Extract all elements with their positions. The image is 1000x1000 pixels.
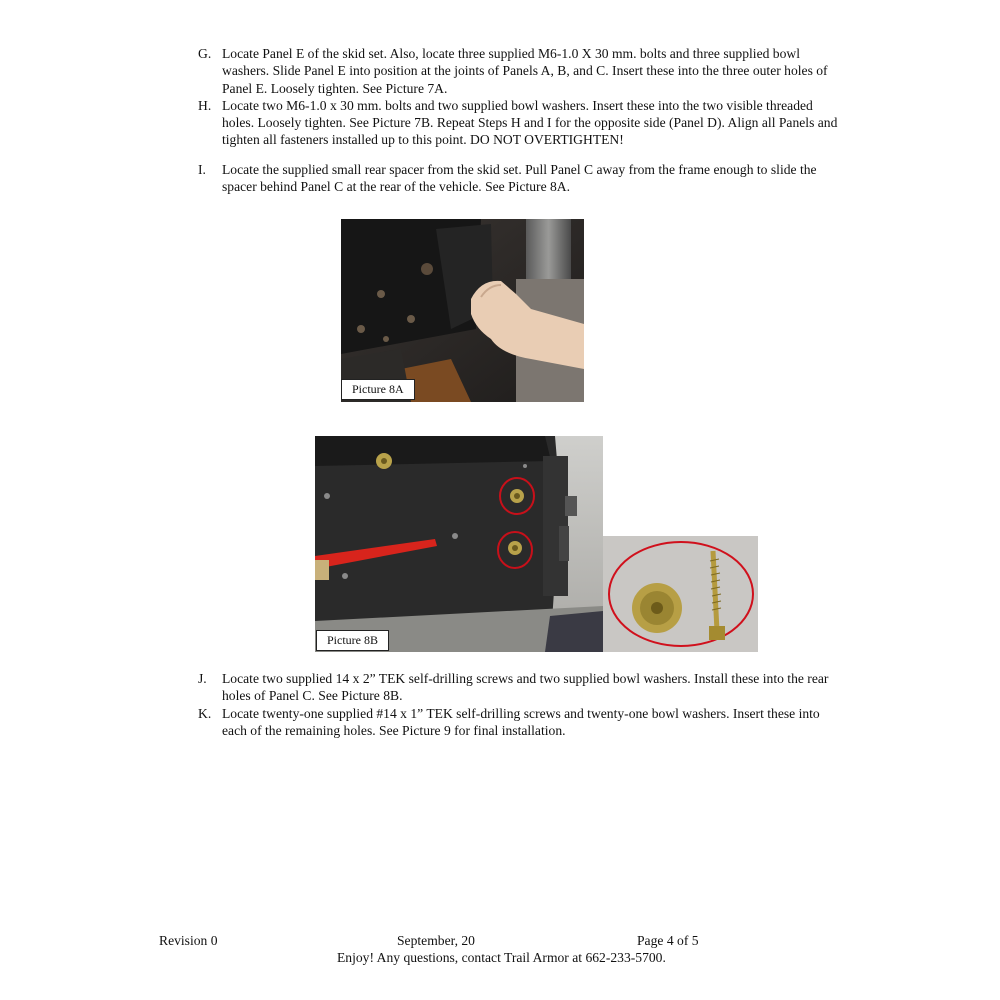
step-k bbox=[198, 705, 848, 740]
step-letter: I. bbox=[198, 161, 206, 177]
step-h bbox=[198, 97, 848, 149]
picture-8b-photo bbox=[315, 436, 603, 652]
step-text: Locate the supplied small rear spacer from the skid set. Pull Panel C away from the frame enough to slide the spacer behind Panel C at the rear of the vehicle. See Picture 8A. bbox=[222, 161, 817, 195]
footer-date: September, 20 bbox=[397, 933, 475, 948]
hardware-inset-photo bbox=[603, 536, 758, 652]
step-letter: G. bbox=[198, 46, 212, 61]
picture-8a-illustration bbox=[341, 219, 584, 402]
step-letter: J. bbox=[198, 671, 207, 686]
step-text: Locate two supplied 14 x 2” TEK self-drilling screws and two supplied bowl washers. Install these into the rear holes of Panel C. See Picture 8B. bbox=[222, 671, 829, 704]
picture-8a-caption: Picture 8A bbox=[341, 379, 415, 400]
step-text: Locate Panel E of the skid set. Also, locate three supplied M6-1.0 X 30 mm. bolts and three supplied bowl washers. Slide Panel E into position at the joints of Panels A, B, and C. Insert these into the three outer holes of Panel E. Loosely tighten. See Picture 7A. bbox=[222, 46, 828, 96]
step-letter: K. bbox=[198, 705, 212, 721]
instructions-top bbox=[198, 45, 848, 195]
step-j bbox=[198, 670, 848, 705]
step-g bbox=[198, 45, 848, 97]
step-i bbox=[198, 161, 848, 196]
step-text: Locate twenty-one supplied #14 x 1” TEK self-drilling screws and twenty-one bowl washers. Insert these into each of the remaining holes. See Picture 9 for final installation. bbox=[222, 705, 820, 738]
instructions-bottom bbox=[198, 670, 848, 739]
hardware-inset-illustration bbox=[603, 536, 758, 652]
picture-8b-illustration bbox=[315, 436, 603, 652]
footer-page-number: Page 4 of 5 bbox=[637, 933, 699, 948]
step-letter: H. bbox=[198, 97, 212, 113]
footer-revision: Revision 0 bbox=[159, 933, 218, 948]
footer-contact: Enjoy! Any questions, contact Trail Armor at 662-233-5700. bbox=[337, 950, 666, 965]
picture-8a-photo bbox=[341, 219, 584, 402]
step-text: Locate two M6-1.0 x 30 mm. bolts and two supplied bowl washers. Insert these into the two visible threaded holes. Loosely tighten. See Picture 7B. Repeat Steps H and I for the opposite side (Panel D). Align all Panels and tighten all fasteners installed up to this point. DO NOT OVERTIGHTEN! bbox=[222, 97, 838, 148]
picture-8b-caption: Picture 8B bbox=[316, 630, 389, 651]
